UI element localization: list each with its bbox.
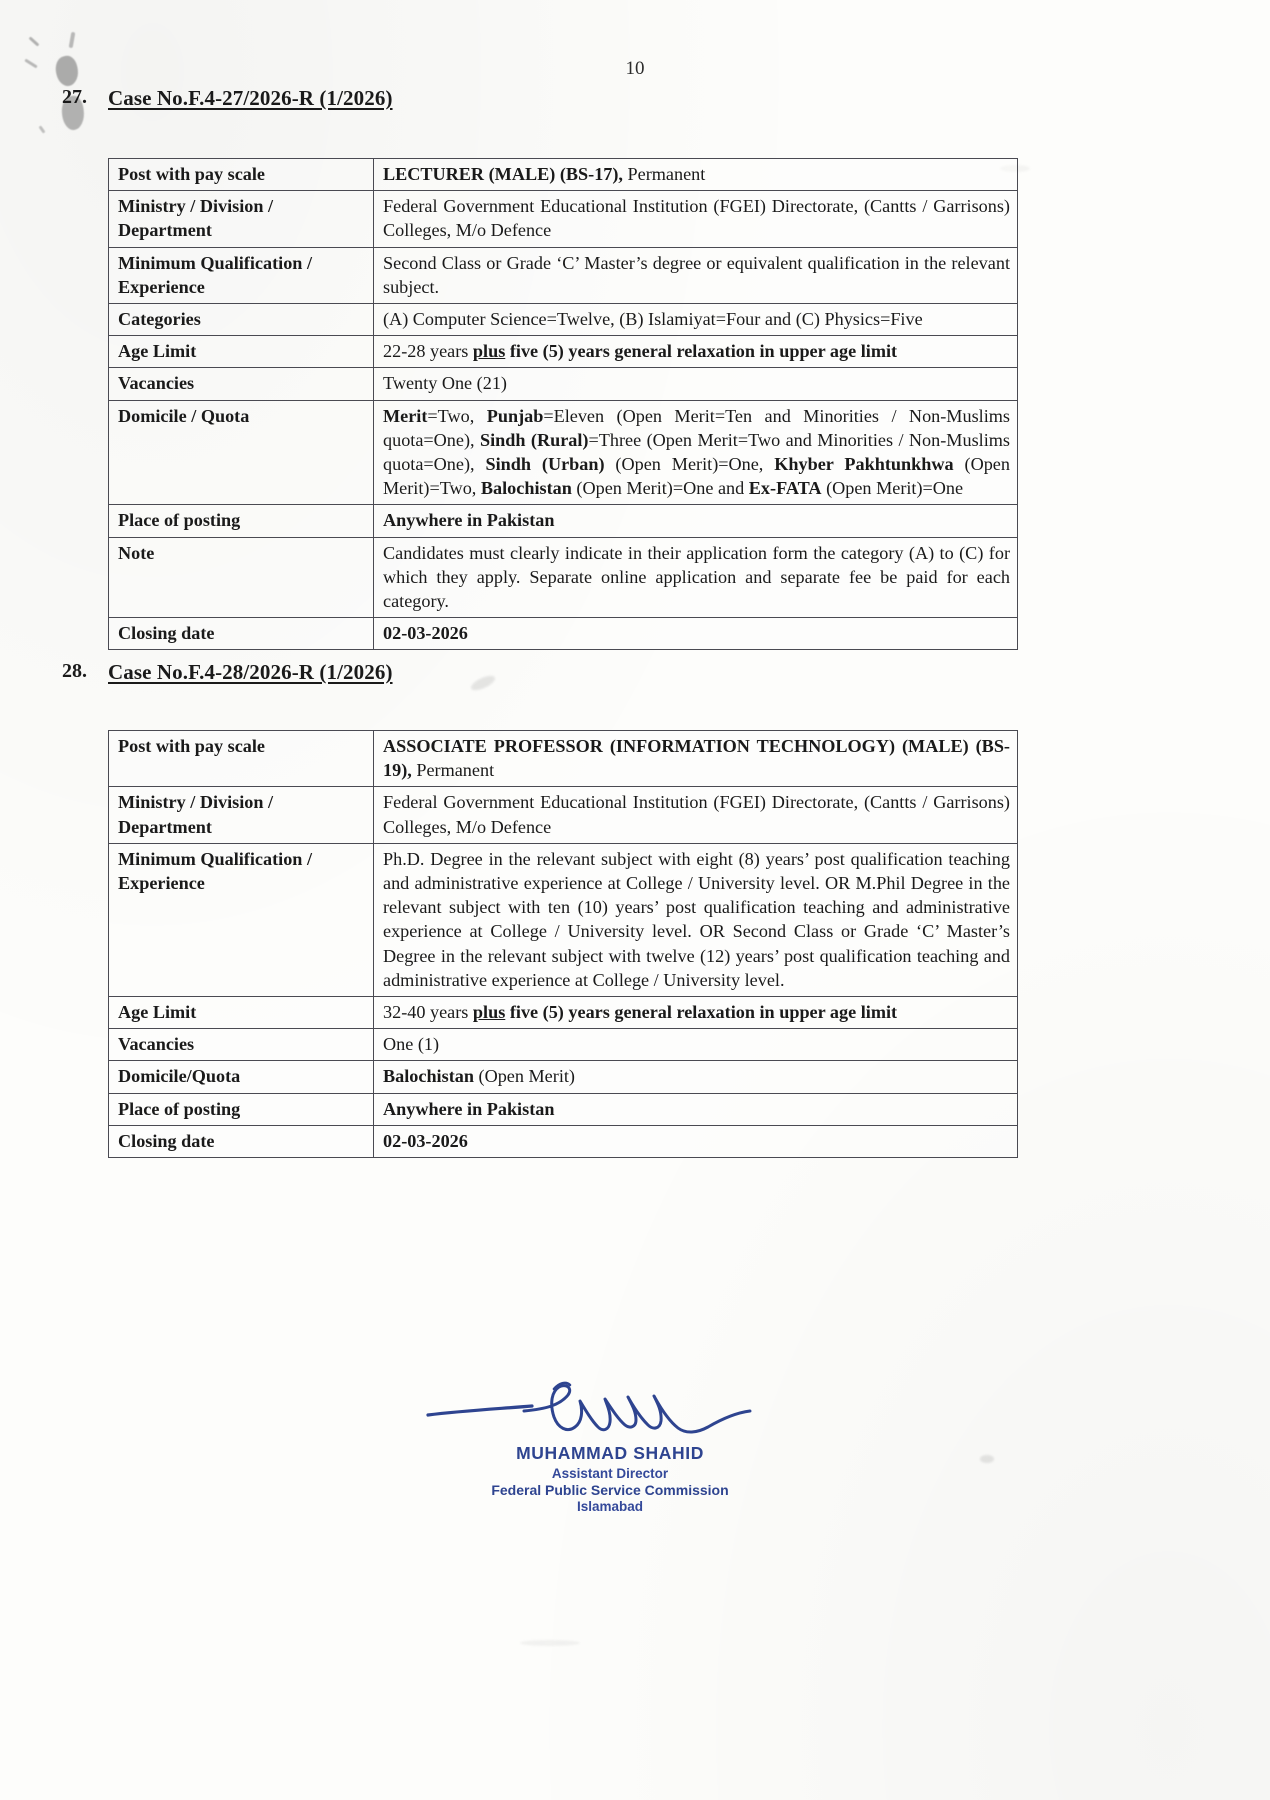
row-label: Place of posting bbox=[109, 1093, 374, 1125]
job-details-table-27 bbox=[108, 158, 1018, 650]
table-row bbox=[109, 1061, 1018, 1093]
row-label: Vacancies bbox=[109, 368, 374, 400]
scan-artifact bbox=[520, 1640, 580, 1646]
table-row bbox=[109, 159, 1018, 191]
case-title: Case No.F.4-27/2026-R (1/2026) bbox=[108, 86, 393, 110]
row-value: Merit=Two, Punjab=Eleven (Open Merit=Ten and Minorities / Non-Muslims quota=One), Sindh (Rural)=Three (Open Merit=Two and Minorities / Non-Muslims quota=One), Sindh (Urban) (Open Merit)=One, Khyber Pakhtunkhwa (Open Merit)=Two, Balochistan (Open Merit)=One and Ex-FATA (Open Merit)=One bbox=[374, 400, 1018, 505]
row-label: Minimum Qualification / Experience bbox=[109, 843, 374, 996]
table-row bbox=[109, 1029, 1018, 1061]
signature-block bbox=[380, 1375, 840, 1514]
row-value: Second Class or Grade ‘C’ Master’s degree or equivalent qualification in the relevant subject. bbox=[374, 247, 1018, 303]
table-row bbox=[109, 191, 1018, 247]
table-row bbox=[109, 336, 1018, 368]
row-label: Age Limit bbox=[109, 336, 374, 368]
signatory-role: Assistant Director bbox=[551, 1466, 669, 1481]
job-details-table-28 bbox=[108, 730, 1018, 1158]
page-number: 10 bbox=[625, 58, 645, 79]
table-row bbox=[109, 843, 1018, 996]
row-value: One (1) bbox=[374, 1029, 1018, 1061]
ink-mark-icon bbox=[29, 36, 40, 46]
row-value: Federal Government Educational Institution (FGEI) Directorate, (Cantts / Garrisons) Colleges, M/o Defence bbox=[374, 787, 1018, 843]
row-value: 02-03-2026 bbox=[374, 1125, 1018, 1157]
case-heading-27 bbox=[62, 86, 393, 111]
table-row bbox=[109, 618, 1018, 650]
row-label: Closing date bbox=[109, 1125, 374, 1157]
table-row bbox=[109, 537, 1018, 618]
row-value: (A) Computer Science=Twelve, (B) Islamiyat=Four and (C) Physics=Five bbox=[374, 304, 1018, 336]
table-row bbox=[109, 1125, 1018, 1157]
row-value: ASSOCIATE PROFESSOR (INFORMATION TECHNOLOGY) (MALE) (BS-19), Permanent bbox=[374, 731, 1018, 787]
table-row bbox=[109, 247, 1018, 303]
table-row bbox=[109, 787, 1018, 843]
row-value: 02-03-2026 bbox=[374, 618, 1018, 650]
row-value: Federal Government Educational Institution (FGEI) Directorate, (Cantts / Garrisons) Colleges, M/o Defence bbox=[374, 191, 1018, 247]
row-value: 22-28 years plus five (5) years general relaxation in upper age limit bbox=[374, 336, 1018, 368]
row-value: Ph.D. Degree in the relevant subject with eight (8) years’ post qualification teaching and administrative experience at College / University level. OR M.Phil Degree in the relevant subject with ten (10) years’ post qualification teaching and administrative experience at College / University level. OR Second Class or Grade ‘C’ Master’s Degree in the relevant subject with twelve (12) years’ post qualification teaching and administrative experience at College / University level. bbox=[374, 843, 1018, 996]
row-label: Note bbox=[109, 537, 374, 618]
row-label: Age Limit bbox=[109, 997, 374, 1029]
table-row bbox=[109, 731, 1018, 787]
ink-mark-icon bbox=[69, 32, 76, 48]
row-value: Balochistan (Open Merit) bbox=[374, 1061, 1018, 1093]
ink-mark-icon bbox=[38, 125, 45, 133]
row-value: Anywhere in Pakistan bbox=[374, 505, 1018, 537]
row-value: 32-40 years plus five (5) years general relaxation in upper age limit bbox=[374, 997, 1018, 1029]
row-label: Closing date bbox=[109, 618, 374, 650]
row-label: Post with pay scale bbox=[109, 159, 374, 191]
table-body bbox=[109, 731, 1018, 1158]
table-row bbox=[109, 1093, 1018, 1125]
signatory-city: Islamabad bbox=[576, 1499, 644, 1514]
row-value: Anywhere in Pakistan bbox=[374, 1093, 1018, 1125]
handwritten-signature-icon bbox=[420, 1375, 800, 1449]
table-row bbox=[109, 304, 1018, 336]
scan-artifact bbox=[469, 673, 497, 693]
case-number: 27. bbox=[62, 86, 87, 108]
case-title: Case No.F.4-28/2026-R (1/2026) bbox=[108, 660, 393, 684]
row-label: Vacancies bbox=[109, 1029, 374, 1061]
row-label: Minimum Qualification / Experience bbox=[109, 247, 374, 303]
row-label: Post with pay scale bbox=[109, 731, 374, 787]
row-label: Ministry / Division / Department bbox=[109, 191, 374, 247]
row-value: Candidates must clearly indicate in their application form the category (A) to (C) for which they apply. Separate online application and separate fee be paid for each category. bbox=[374, 537, 1018, 618]
table-row bbox=[109, 368, 1018, 400]
row-label: Categories bbox=[109, 304, 374, 336]
row-label: Domicile/Quota bbox=[109, 1061, 374, 1093]
case-heading-28 bbox=[62, 660, 393, 685]
signatory-organization: Federal Public Service Commission bbox=[491, 1482, 729, 1498]
signatory-name: MUHAMMAD SHAHID bbox=[516, 1443, 704, 1463]
scan-artifact bbox=[980, 1455, 994, 1463]
row-label: Domicile / Quota bbox=[109, 400, 374, 505]
table-row bbox=[109, 997, 1018, 1029]
table-row bbox=[109, 505, 1018, 537]
table-body bbox=[109, 159, 1018, 650]
case-number: 28. bbox=[62, 660, 87, 682]
row-label: Place of posting bbox=[109, 505, 374, 537]
row-label: Ministry / Division / Department bbox=[109, 787, 374, 843]
row-value: LECTURER (MALE) (BS-17), Permanent bbox=[374, 159, 1018, 191]
table-row bbox=[109, 400, 1018, 505]
row-value: Twenty One (21) bbox=[374, 368, 1018, 400]
